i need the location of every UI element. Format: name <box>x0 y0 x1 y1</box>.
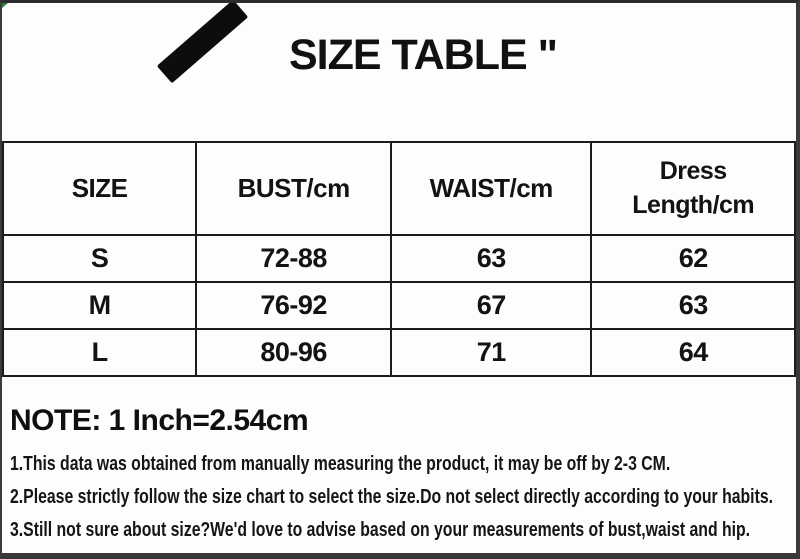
header-dress-length <box>591 142 795 235</box>
cell-dress-length: 62 <box>591 235 795 282</box>
table-header-row <box>3 142 795 235</box>
cell-size: L <box>3 329 196 376</box>
size-table <box>2 141 796 377</box>
note-list <box>10 448 800 547</box>
note-line-2: 2.Please strictly follow the size chart to select the size.Do not select directly according to your habits. <box>10 486 774 508</box>
cell-size: S <box>3 235 196 282</box>
note-line-1: 1.This data was obtained from manually measuring the product, it may be off by 2-3 CM. <box>10 453 671 475</box>
cell-dress-length: 63 <box>591 282 795 329</box>
cell-size: M <box>3 282 196 329</box>
cell-waist: 71 <box>391 329 591 376</box>
table-row <box>3 282 795 329</box>
table-row <box>3 235 795 282</box>
cell-waist: 67 <box>391 282 591 329</box>
note-heading: NOTE: 1 Inch=2.54cm <box>10 404 309 437</box>
header-dress-length-label: Dress Length/cm <box>632 156 755 219</box>
header-waist: WAIST/cm <box>391 142 591 235</box>
header-bust: BUST/cm <box>196 142 391 235</box>
cell-bust: 80-96 <box>196 329 391 376</box>
cell-waist: 63 <box>391 235 591 282</box>
header-size: SIZE <box>3 142 196 235</box>
cell-bust: 72-88 <box>196 235 391 282</box>
corner-artifact <box>2 3 8 8</box>
cell-dress-length: 64 <box>591 329 795 376</box>
page-title: SIZE TABLE " <box>289 31 557 79</box>
note-line-3: 3.Still not sure about size?We'd love to advise based on your measurements of bust,waist and hip. <box>10 519 751 541</box>
cell-bust: 76-92 <box>196 282 391 329</box>
table-row <box>3 329 795 376</box>
